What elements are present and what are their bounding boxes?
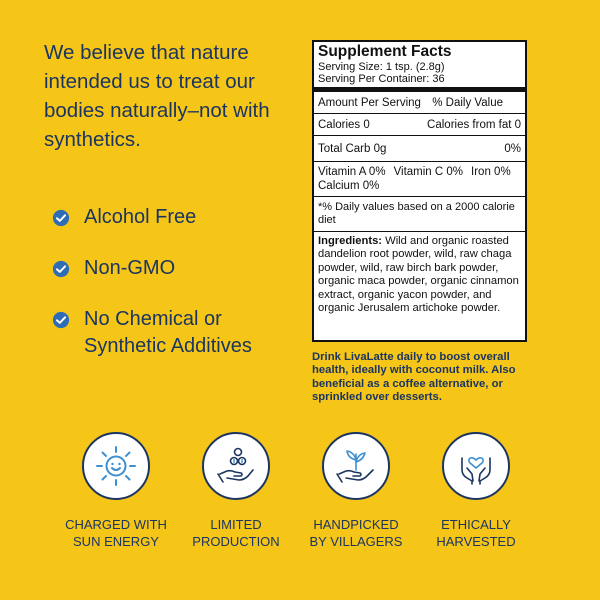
- calories: Calories 0: [318, 119, 370, 131]
- calories-from-fat: Calories from fat 0: [427, 119, 521, 131]
- usage-text: Drink LivaLatte daily to boost overall health, ideally with coconut milk. Also beneficial as a coffee alternative, or sprinkled over desserts.: [312, 351, 516, 404]
- amount-header-row: [318, 92, 521, 113]
- serving-size: Serving Size: 1 tsp. (2.8g): [318, 61, 445, 73]
- ingredients: [318, 232, 521, 318]
- iron: Iron 0%: [471, 166, 511, 178]
- check-circle-icon: [52, 311, 70, 329]
- feature-label: Non-GMO: [84, 257, 176, 279]
- ingredients-label: Ingredients:: [318, 235, 383, 247]
- badge-label-line2: BY VILLAGERS: [309, 534, 403, 549]
- badge-sun-energy: [46, 432, 186, 550]
- calcium: Calcium 0%: [318, 180, 380, 192]
- check-circle-icon: [52, 260, 70, 278]
- badge-limited-production: [166, 432, 306, 550]
- total-carb: Total Carb 0g: [318, 143, 387, 155]
- check-circle-icon: [52, 209, 70, 227]
- sun-icon: [94, 444, 138, 488]
- total-carb-row: [318, 136, 521, 161]
- badge-label-line2: SUN ENERGY: [73, 534, 159, 549]
- vitamin-c: Vitamin C 0%: [393, 166, 464, 178]
- calories-row: [318, 114, 521, 135]
- badge-label-line1: CHARGED WITH: [65, 517, 167, 532]
- badge-ethically-harvested: [406, 432, 546, 550]
- vitamin-a: Vitamin A 0%: [318, 166, 386, 178]
- badge-label-line1: LIMITED: [210, 517, 262, 532]
- feature-alcohol-free: [52, 204, 292, 231]
- supplement-facts-panel: [312, 40, 527, 342]
- badge-label-line2: HARVESTED: [436, 534, 516, 549]
- daily-value-header: % Daily Value: [432, 97, 503, 109]
- feature-label: Alcohol Free: [84, 206, 197, 228]
- facts-title: Supplement Facts: [318, 43, 452, 60]
- hand-plant-icon: [334, 444, 378, 488]
- amount-per-serving: Amount Per Serving: [318, 97, 421, 109]
- badge-label-line2: PRODUCTION: [192, 534, 280, 549]
- ingredients-text: Wild and organic roasted dandelion root powder, wild, raw chaga powder, wild, raw birch bark powder, organic maca powder, organic cinnamon extract, organic yacon powder, and organic Jerusalem artichoke powder.: [318, 235, 519, 315]
- badge-label-line1: HANDPICKED: [313, 517, 399, 532]
- feature-label: No Chemical or Synthetic Additives: [84, 308, 252, 357]
- servings-per-container: Serving Per Container: 36: [318, 73, 445, 85]
- hands-heart-icon: [454, 444, 498, 488]
- vitamins-row: [318, 162, 521, 196]
- daily-values-footnote: *% Daily values based on a 2000 calorie diet: [318, 201, 515, 226]
- feature-no-chemical: [52, 306, 292, 360]
- badge-label-line1: ETHICALLY: [441, 517, 511, 532]
- total-carb-pct: 0%: [504, 143, 521, 155]
- badge-handpicked: [286, 432, 426, 550]
- feature-list: [52, 204, 292, 384]
- intro-text: We believe that nature intended us to treat our bodies naturally–not with synthetics.: [44, 41, 270, 151]
- feature-non-gmo: [52, 255, 292, 282]
- hand-pills-icon: [214, 444, 258, 488]
